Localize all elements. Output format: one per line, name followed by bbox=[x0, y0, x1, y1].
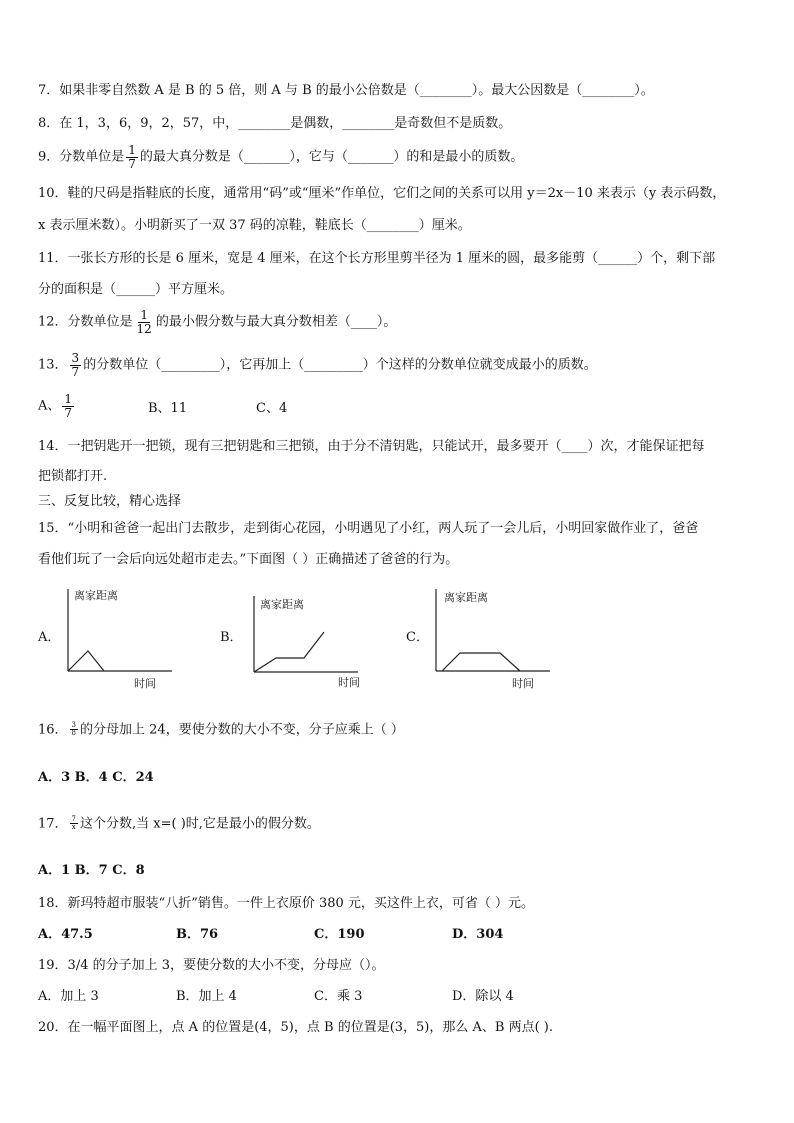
denominator: x bbox=[71, 823, 76, 832]
question-15-line-1: 15．“小明和爸爸一起出门去散步，走到街心花园，小明遇见了小红，两人玩了一会儿后，小明回家做作业了，爸爸 bbox=[38, 521, 699, 536]
fraction bbox=[70, 352, 82, 378]
graph-c-label: C． bbox=[406, 630, 429, 645]
question-16 bbox=[38, 722, 404, 738]
question-13 bbox=[38, 352, 597, 378]
question-11-line-1: 11．一张长方形的长是 6 厘米，宽是 4 厘米，在这个长方形里剪半径为 1 厘米的圆，最多能剪（______）个，剩下部 bbox=[38, 251, 716, 266]
question-13-options bbox=[38, 393, 76, 419]
question-18-option-d: D．304 bbox=[452, 927, 504, 942]
option-a-label: A、 bbox=[38, 398, 61, 414]
question-19-option-b: B．加上 4 bbox=[176, 989, 237, 1004]
question-19-option-d: D．除以 4 bbox=[452, 989, 514, 1004]
question-9 bbox=[38, 144, 523, 170]
question-10-line-2: x 表示厘米数）。小明新买了一双 37 码的凉鞋，鞋底长（________）厘米。 bbox=[38, 218, 471, 233]
graph-a-xlabel: 时间 bbox=[134, 677, 156, 690]
section-heading: 三、反复比较，精心选择 bbox=[38, 494, 182, 509]
fraction bbox=[70, 816, 78, 832]
graph-c-xlabel: 时间 bbox=[512, 677, 534, 690]
graph-a-label: A． bbox=[38, 630, 61, 645]
graph-b-ylabel: 离家距离 bbox=[260, 598, 304, 611]
question-18: 18．新玛特超市服装“八折”销售。一件上衣原价 380 元，买这件上衣，可省（ ）元。 bbox=[38, 896, 535, 911]
graph-c-ylabel: 离家距离 bbox=[444, 591, 488, 604]
question-14-line-1: 14．一把钥匙开一把锁，现有三把钥匙和三把锁，由于分不清钥匙，只能试开，最多要开（____）次，才能保证把每 bbox=[38, 439, 705, 454]
question-18-option-b: B．76 bbox=[176, 927, 219, 942]
question-11-line-2: 分的面积是（______）平方厘米。 bbox=[38, 282, 234, 297]
question-17-prefix: 17． bbox=[38, 816, 68, 832]
numerator: 1 bbox=[128, 143, 136, 157]
denominator: 8 bbox=[71, 729, 77, 738]
numerator: 3 bbox=[71, 721, 77, 729]
question-18-option-c: C．190 bbox=[314, 927, 365, 942]
graph-a-ylabel: 离家距离 bbox=[74, 589, 118, 602]
fraction bbox=[70, 722, 78, 738]
question-8: 8．在 1，3，6，9，2，57，中，________是偶数，________是奇数但不是质数。 bbox=[38, 116, 512, 131]
question-12-prefix: 12．分数单位是 bbox=[38, 314, 133, 330]
numerator: 1 bbox=[64, 392, 73, 406]
fraction bbox=[126, 144, 138, 170]
question-19-option-c: C．乘 3 bbox=[314, 989, 363, 1004]
question-13-option-b: B、11 bbox=[148, 401, 188, 416]
question-18-option-a: A．47.5 bbox=[38, 927, 93, 942]
graph-b-xlabel: 时间 bbox=[338, 676, 360, 689]
numerator: 1 bbox=[140, 308, 148, 322]
question-16-prefix: 16． bbox=[38, 722, 68, 738]
question-13-option-c: C、4 bbox=[256, 401, 288, 416]
question-9-prefix: 9．分数单位是 bbox=[38, 149, 125, 165]
distance-line bbox=[442, 653, 520, 671]
graph-b bbox=[246, 592, 376, 690]
question-17-suffix: 这个分数,当 x=( )时,它是最小的假分数。 bbox=[80, 816, 320, 832]
graph-c bbox=[428, 585, 558, 690]
question-13-suffix: 的分数单位（_________），它再加上（_________）个这样的分数单位就变成最小的质数。 bbox=[83, 357, 597, 373]
question-14-line-2: 把锁都打开. bbox=[38, 469, 108, 484]
distance-line bbox=[254, 632, 324, 672]
fraction bbox=[135, 309, 154, 335]
denominator: 7 bbox=[71, 364, 80, 379]
option-a-fraction bbox=[62, 393, 74, 419]
question-17 bbox=[38, 816, 320, 832]
question-19: 19．3/4 的分子加上 3，要使分数的大小不变，分母应（）。 bbox=[38, 958, 385, 973]
question-12-suffix: 的最小假分数与最大真分数相差（____）。 bbox=[155, 314, 397, 330]
question-16-suffix: 的分母加上 24，要使分数的大小不变，分子应乘上（ ） bbox=[80, 722, 404, 738]
distance-line bbox=[68, 651, 104, 671]
question-12 bbox=[38, 309, 396, 335]
numerator: 7 bbox=[71, 815, 77, 823]
question-17-options: A．1 B．7 C．8 bbox=[38, 863, 145, 878]
denominator: 7 bbox=[64, 405, 73, 420]
denominator: 7 bbox=[128, 156, 136, 171]
question-15-line-2: 看他们玩了一会后向远处超市走去。”下面图（ ）正确描述了爸爸的行为。 bbox=[38, 552, 459, 567]
question-13-prefix: 13． bbox=[38, 357, 68, 373]
graph-a bbox=[60, 585, 190, 690]
numerator: 3 bbox=[71, 351, 80, 365]
denominator: 12 bbox=[136, 321, 152, 336]
graph-b-label: B． bbox=[220, 630, 243, 645]
question-7: 7．如果非零自然数 A 是 B 的 5 倍，则 A 与 B 的最小公倍数是（________）。最大公因数是（________）。 bbox=[38, 83, 654, 98]
question-9-suffix: 的最大真分数是（_______），它与（_______）的和是最小的质数。 bbox=[139, 149, 524, 165]
question-20: 20．在一幅平面图上，点 A 的位置是(4，5)，点 B 的位置是(3，5)，那么 A、B 两点( ). bbox=[38, 1020, 553, 1035]
question-10-line-1: 10．鞋的尺码是指鞋底的长度，通常用“码”或“厘米”作单位，它们之间的关系可以用 y＝2x－10 来表示（y 表示码数， bbox=[38, 186, 726, 201]
question-19-option-a: A．加上 3 bbox=[38, 989, 99, 1004]
question-16-options: A．3 B．4 C．24 bbox=[38, 770, 154, 785]
